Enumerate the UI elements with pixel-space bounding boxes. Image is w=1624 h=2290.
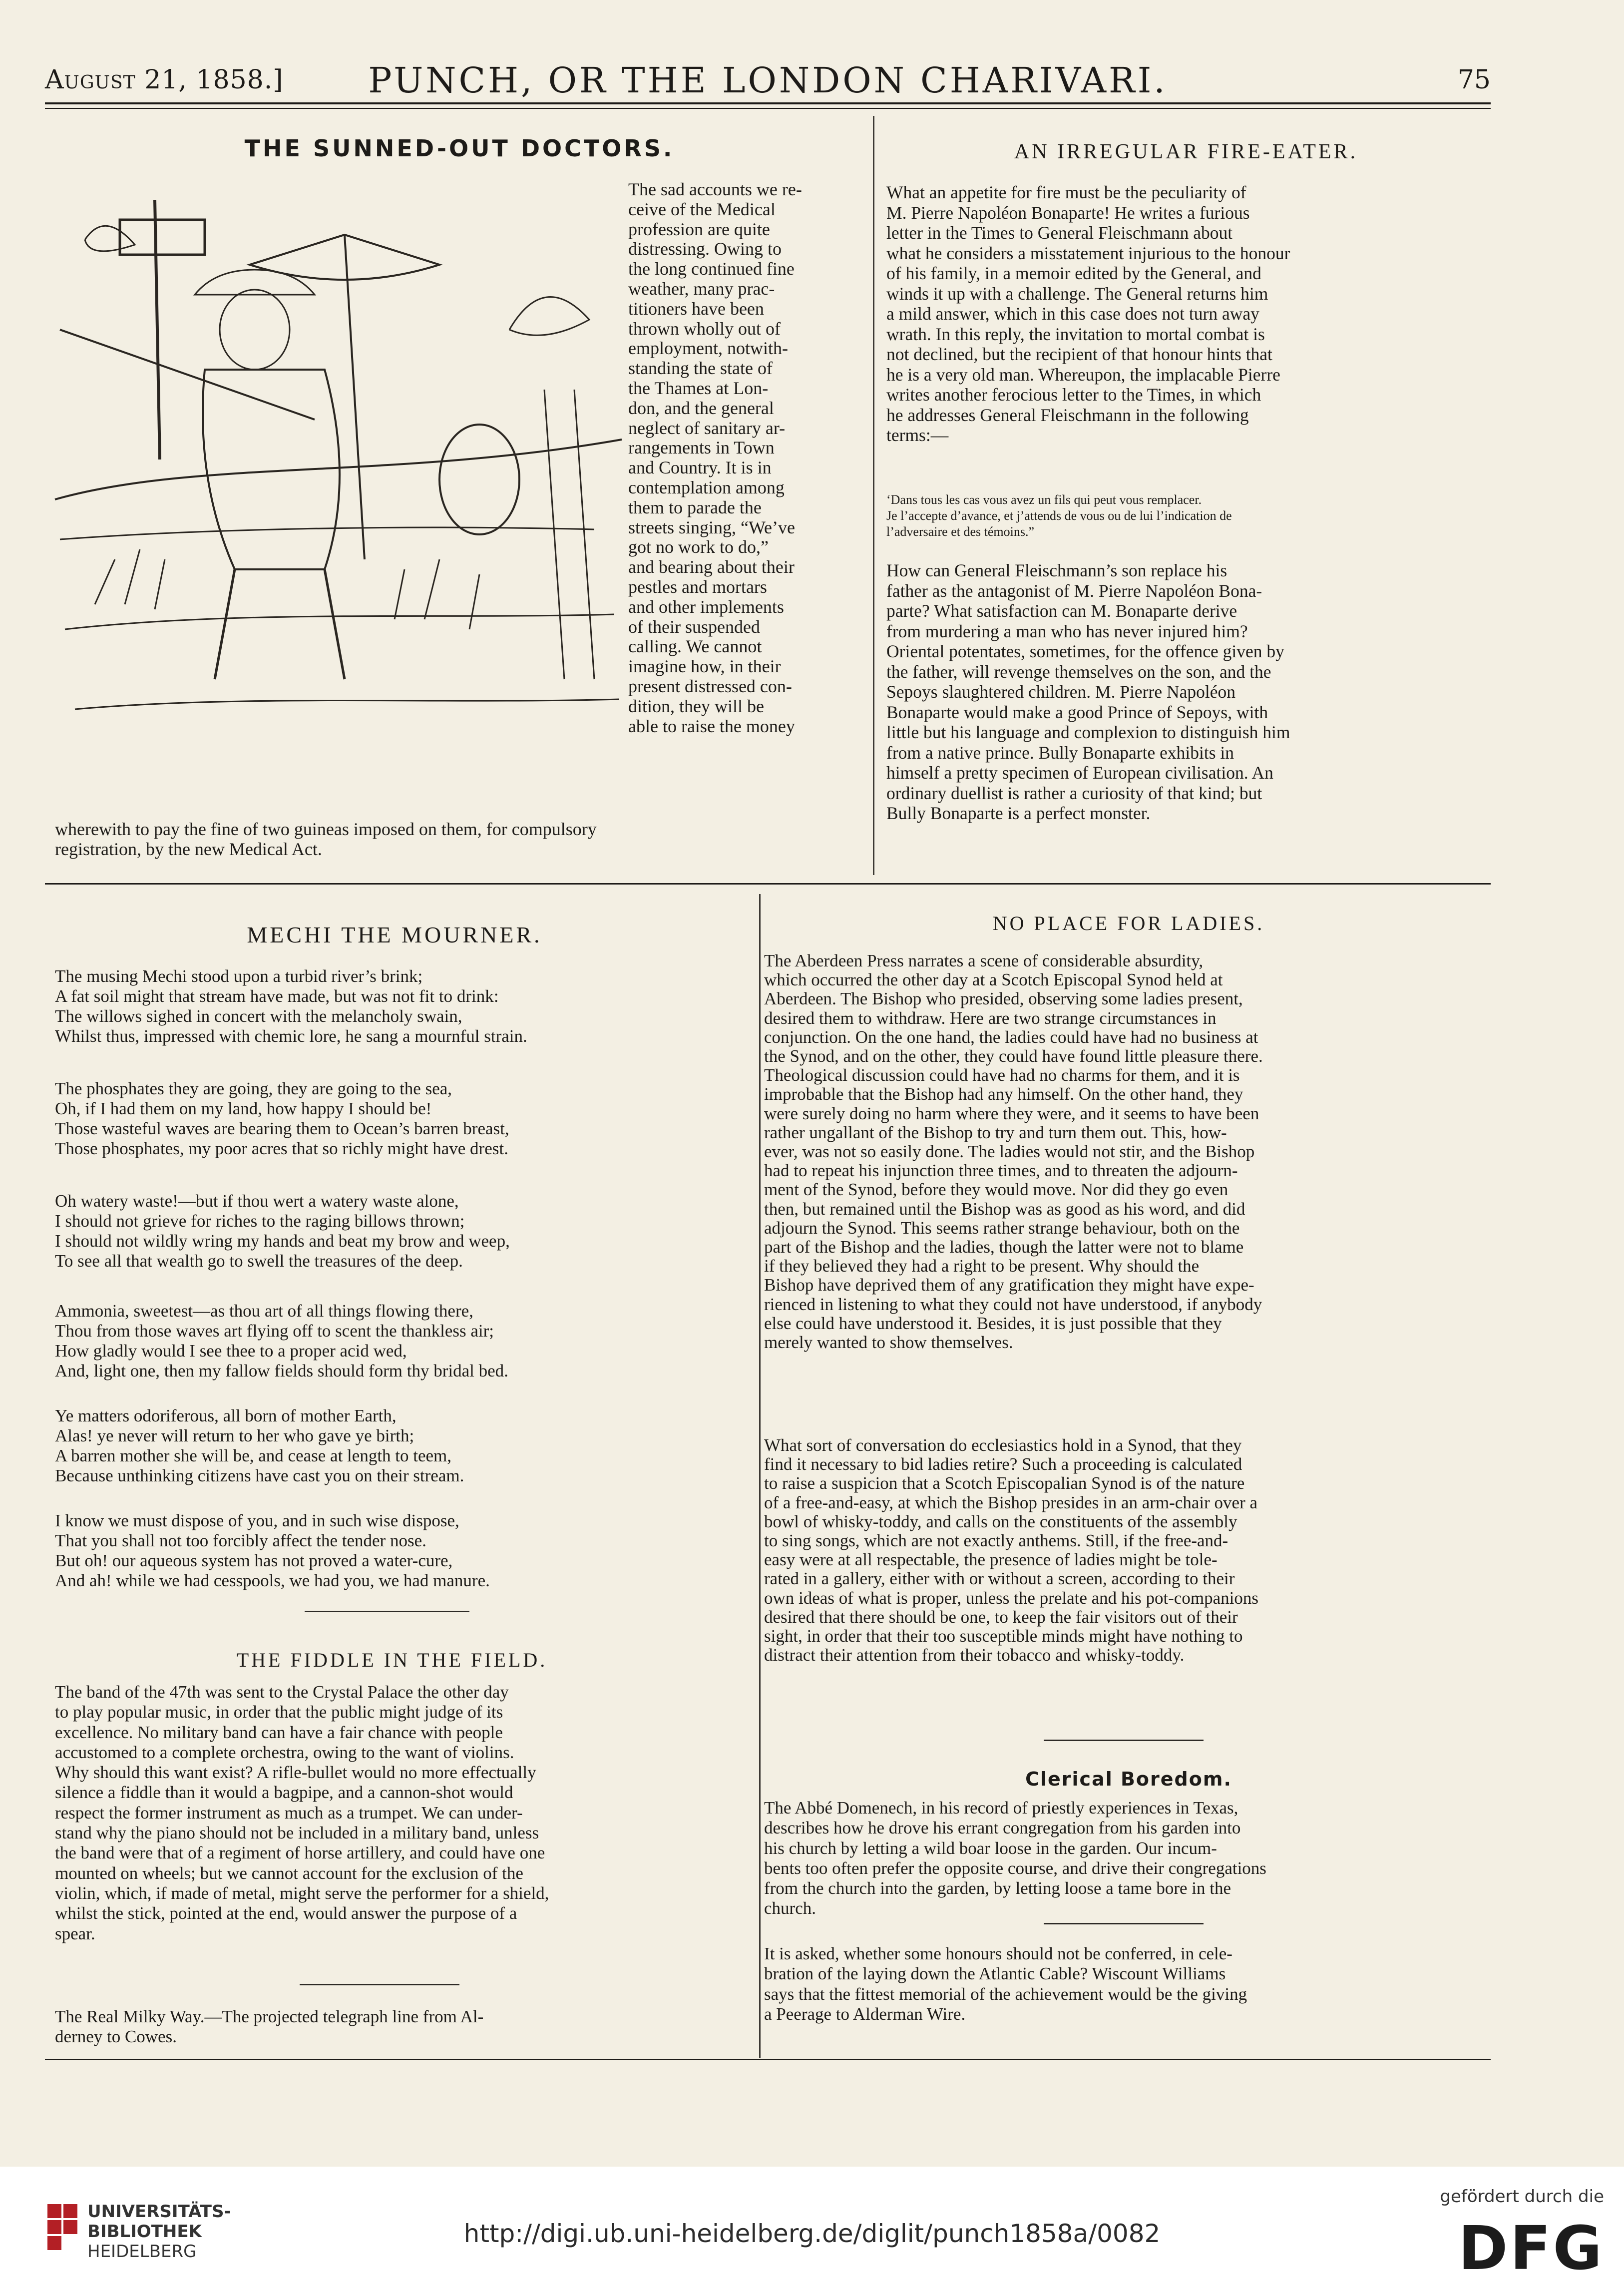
mechi-stanza-5: Ye matters odoriferous, all born of mother Earth, Alas! ye never will return to her who gave ye birth; A barren mother she will be, and cease at length to teem, Because unthinking citizens have cast you on their stream. bbox=[55, 1406, 464, 1485]
column-rule-top bbox=[873, 116, 874, 875]
dfg-logo: DFG bbox=[1458, 2214, 1604, 2284]
cable-para: It is asked, whether some honours should not be conferred, in cele- bration of the laying down the Atlantic Cable? Wiscount Williams says that the fittest memorial of the achievement would be the giving a Peerage to Alderman Wire. bbox=[764, 1944, 1247, 2024]
fire-eater-para-1: What an appetite for fire must be the peculiarity of M. Pierre Napoléon Bonaparte! He writes a furious letter in the Times to General Fleischmann about what he considers a misstatement injurious to the honour of his family, in a memoir edited by the General, and winds it up with a challenge. The General returns him a mild answer, which in this case does not turn away wrath. In this reply, the invitation to mortal combat is not declined, but the recipient of that honour hints that he is a very old man. Whereupon, the implacable Pierre writes another ferocious letter to the Times, in which he addresses General Fleischmann in the following terms:— bbox=[886, 182, 1290, 445]
sunned-out-heading: THE SUNNED-OUT DOCTORS. bbox=[244, 135, 675, 162]
mechi-stanza-2: The phosphates they are going, they are going to the sea, Oh, if I had them on my land, how happy I should be! Those wasteful waves are bearing them to Ocean’s barren breast, Those phosphates, my poor acres that so richly might have drest. bbox=[55, 1079, 509, 1158]
doctor-fishing-illustration bbox=[45, 180, 622, 804]
column-rule-bottom bbox=[759, 894, 761, 2058]
milky-way-para: The Real Milky Way.—The projected telegraph line from Al- derney to Cowes. bbox=[55, 2007, 484, 2047]
fire-eater-quote: ‘Dans tous les cas vous avez un fils qui peut vous remplacer. Je l’accepte d’avance, et j’attends de vous ou de lui l’indication de l’adversaire et des témoins.” bbox=[886, 492, 1232, 539]
mechi-stanza-3: Oh watery waste!—but if thou wert a watery waste alone, I should not grieve for riches to the raging billows thrown; I should not wildly wring my hands and beat my brow and weep, To see all that wealth go to swell the treasures of the deep. bbox=[55, 1191, 510, 1271]
mechi-stanza-6: I know we must dispose of you, and in such wise dispose, That you shall not too forcibly affect the tender nose. But oh! our aqueous system has not proved a water-cure, And ah! while we had cesspools, we had you, we had manure. bbox=[55, 1511, 490, 1590]
masthead-title: PUNCH, OR THE LONDON CHARIVARI. bbox=[368, 60, 1168, 101]
clerical-para: The Abbé Domenech, in his record of priestly experiences in Texas, describes how he drove his errant congregation from his garden into his church by letting a wild boar loose in the garden. Our incum- bents too often prefer the opposite course, and drive their congregations from the church into the garden, by letting loose a tame bore in the church. bbox=[764, 1798, 1266, 1918]
source-url-link[interactable]: http://digi.ub.uni-heidelberg.de/diglit/punch1858a/0082 bbox=[463, 2219, 1161, 2248]
no-place-para-2: What sort of conversation do ecclesiastics hold in a Synod, that they find it necessary to bid ladies retire? Such a proceeding is calculated to raise a suspicion that a Scotch Episcopalian Synod is of the nature of a free-and-easy, at which the Bishop presides in an arm-chair over a bowl of whisky-toddy, and calls on the constituents of the assembly to sing songs, which are not exactly anthems. Still, if the free-and- easy were at all respectable, the presence of ladies might be tole- rated in a gallery, either with or without a screen, according to their own ideas of what is proper, unless the prelate and his pot-companions desired that there should be one, to keep the fair visitors out of their sight, in order that their too susceptible minds might have nothing to distract their attention from their tobacco and whisky-toddy. bbox=[764, 1435, 1259, 1665]
funded-by-text: gefördert durch die bbox=[1440, 2187, 1604, 2207]
library-city: HEIDELBERG bbox=[87, 2242, 197, 2262]
header-rule-thin bbox=[45, 108, 1491, 109]
no-place-para-1: The Aberdeen Press narrates a scene of considerable absurdity, which occurred the other day at a Scotch Episcopal Synod held at Aberdeen. The Bishop who presided, observing some ladies present, desired them to withdraw. Here are two strange circumstances in conjunction. On the one hand, the ladies could have had no business at the Synod, and on the other, they could have found little pleasure there. Theological discussion could have had no charms for them, and it is improbable that the Bishop had any himself. On the other hand, they were surely doing no harm where they were, and it seems to have been rather ungallant of the Bishop to try and turn them out. This, how- ever, was not so easily done. The ladies would not stir, and the Bishop had to repeat his injunction three times, and to threaten the adjourn- ment of the Synod, before they would move. Nor did they go even then, but remained until the Bishop was as good as his word, and did adjourn the Synod. This seems rather strange behaviour, both on the part of the Bishop and the ladies, though the latter were not to blame if they believed they had a right to be present. Why should the Bishop have deprived them of any gratification they might have expe- rienced in listening to what they could not have understood, if anybody else could have understood it. Besides, it is just possible that they merely wanted to show themselves. bbox=[764, 951, 1263, 1353]
mechi-end-rule bbox=[305, 1611, 469, 1612]
clerical-end-rule bbox=[1044, 1923, 1204, 1924]
mechi-heading: MECHI THE MOURNER. bbox=[247, 922, 542, 947]
header-rule bbox=[45, 102, 1491, 104]
page-header bbox=[45, 55, 1491, 105]
fire-eater-para-2: How can General Fleischmann’s son replace his father as the antagonist of M. Pierre Napoléon Bona- parte? What satisfaction can M. Bonaparte derive from murdering a man who has never injured him? Oriental potentates, sometimes, for the offence given by the father, will revenge themselves on the son, and the Sepoys slaughtered children. M. Pierre Napoléon Bonaparte would make a good Prince of Sepoys, with little but his language and complexion to distinguish him from a native prince. Bully Bonaparte exhibits in himself a pretty specimen of European civilisation. An ordinary duellist is rather a curiosity of that kind; but Bully Bonaparte is a perfect monster. bbox=[886, 560, 1290, 823]
sunned-out-column-text: The sad accounts we re- ceive of the Medical profession are quite distressing. Owing to the long continued fine weather, many prac- titioners have been thrown wholly out of employment, notwith- standing the state of the Thames at Lon- don, and the general neglect of sanitary ar- rangements in Town and Country. It is in contemplation among them to parade the streets singing, “We’ve got no work to do,” and bearing about their pestles and mortars and other implements of their suspended calling. We cannot imagine how, in their present distressed con- dition, they will be able to raise the money bbox=[628, 179, 802, 736]
digitization-footer bbox=[0, 2167, 1624, 2290]
library-name-main: UNIVERSITÄTS- BIBLIOTHEK bbox=[87, 2202, 231, 2242]
mechi-stanza-4: Ammonia, sweetest—as thou art of all things flowing there, Thou from those waves art flying off to scent the thankless air; How gladly would I see thee to a proper acid wed, And, light one, then my fallow fields should form thy bridal bed. bbox=[55, 1301, 508, 1380]
issue-date: August 21, 1858.] bbox=[45, 65, 284, 95]
clerical-heading: Clerical Boredom. bbox=[1025, 1768, 1232, 1790]
no-place-end-rule bbox=[1044, 1740, 1204, 1741]
page-number: 75 bbox=[1457, 65, 1491, 95]
page-bottom-rule bbox=[45, 2059, 1491, 2060]
fiddle-end-rule bbox=[300, 1984, 459, 1985]
fiddle-para: The band of the 47th was sent to the Crystal Palace the other day to play popular music, in order that the public might judge of its excellence. No military band can have a fair chance with people accustomed to a complete orchestra, owing to the want of violins. Why should this want exist? A rifle-bullet would no more effectually silence a fiddle than it would a bagpipe, and a cannon-shot would respect the former instrument as much as a trumpet. We can under- stand why the piano should not be included in a military band, unless the band were that of a regiment of horse artillery, and could have one mounted on wheels; but we cannot account for the exclusion of the violin, which, if made of metal, might serve the performer for a shield, whilst the stick, pointed at the end, would answer the purpose of a spear. bbox=[55, 1682, 549, 1943]
section-rule bbox=[45, 883, 1491, 885]
sunned-out-tail-text: wherewith to pay the fine of two guineas imposed on them, for compulsory registration, by the new Medical Act. bbox=[55, 819, 597, 859]
fiddle-heading: THE FIDDLE IN THE FIELD. bbox=[236, 1649, 548, 1671]
no-place-heading: NO PLACE FOR LADIES. bbox=[992, 912, 1265, 934]
fire-eater-heading: AN IRREGULAR FIRE-EATER. bbox=[1014, 140, 1358, 163]
mechi-stanza-1: The musing Mechi stood upon a turbid river’s brink; A fat soil might that stream have made, but was not fit to drink: The willows sighed in concert with the melancholy swain, Whilst thus, impressed with chemic lore, he sang a mournful strain. bbox=[55, 966, 527, 1046]
